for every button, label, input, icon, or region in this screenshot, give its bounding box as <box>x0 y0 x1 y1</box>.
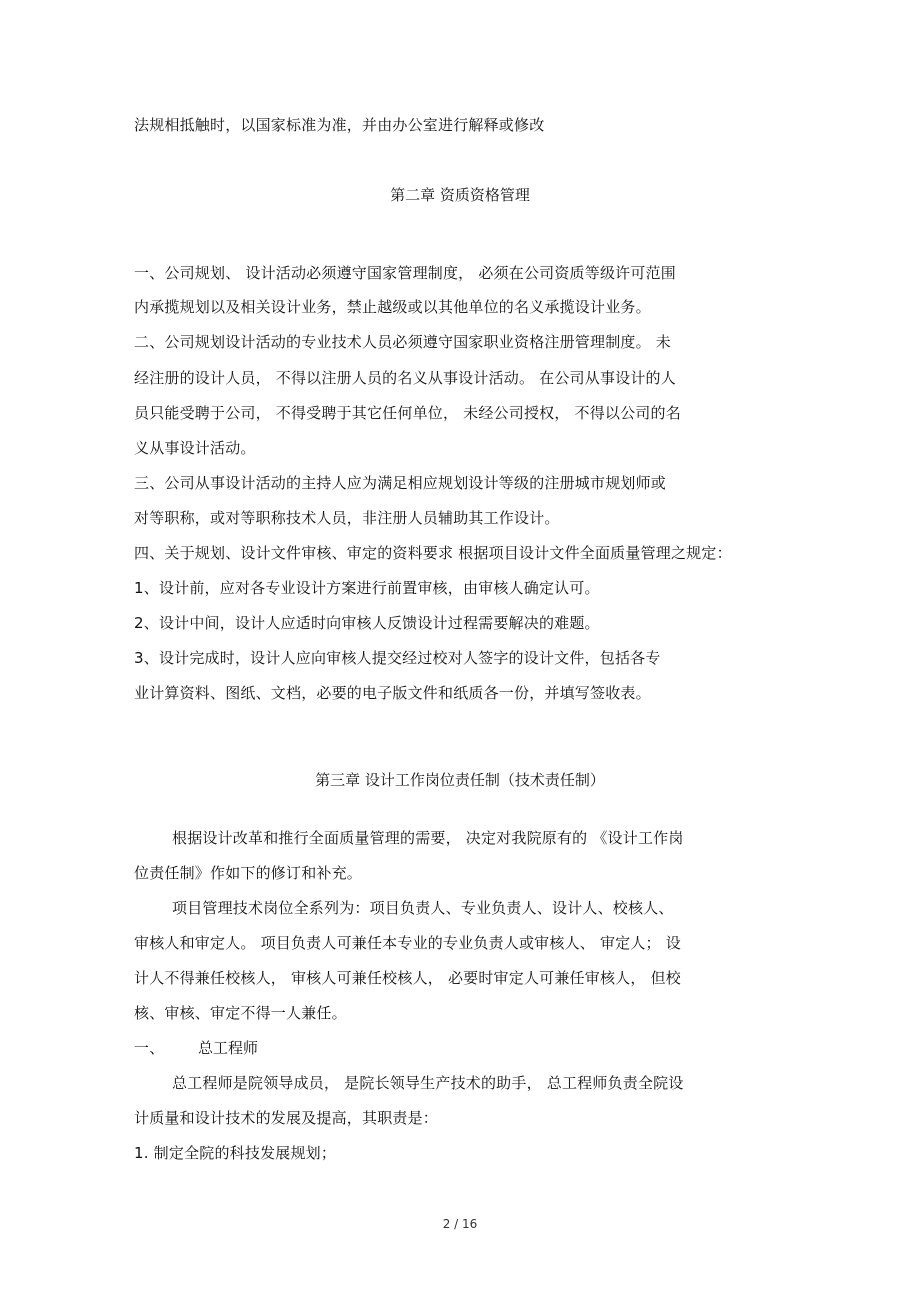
chapter3-paragraph-line: 总工程师是院领导成员， 是院长领导生产技术的助手， 总工程师负责全院设 <box>172 1074 684 1092</box>
chapter2-line: 四、关于规划、设计文件审核、审定的资料要求 根据项目设计文件全面质量管理之规定： <box>134 544 732 562</box>
section-title: 总工程师 <box>198 1039 259 1057</box>
chapter2-line: 经注册的设计人员， 不得以注册人员的名义从事设计活动。 在公司从事设计的人 <box>134 369 676 387</box>
chapter2-line: 二、公司规划设计活动的专业技术人员必须遵守国家职业资格注册管理制度。 未 <box>134 333 671 351</box>
intro-line: 法规相抵触时，以国家标准为准，并由办公室进行解释或修改 <box>134 116 545 134</box>
chapter2-line: 3、设计完成时，设计人应向审核人提交经过校对人签字的设计文件，包括各专 <box>134 649 661 667</box>
chapter3-paragraph-line: 位责任制》作如下的修订和补充。 <box>134 864 363 882</box>
chapter3-paragraph-line: 审核人和审定人。 项目负责人可兼任本专业的专业负责人或审核人、 审定人； 设 <box>134 934 681 952</box>
chapter3-paragraph-line: 计质量和设计技术的发展及提高，其职责是： <box>134 1109 439 1127</box>
chapter2-line: 业计算资料、图纸、文档，必要的电子版文件和纸质各一份，并填写签收表。 <box>134 684 651 702</box>
chapter3-paragraph-line: 根据设计改革和推行全面质量管理的需要， 决定对我院原有的 《设计工作岗 <box>172 829 684 847</box>
chapter2-line: 内承揽规划以及相关设计业务，禁止越级或以其他单位的名义承揽设计业务。 <box>134 298 651 316</box>
chapter3-paragraph-line: 计人不得兼任校核人， 审核人可兼任校核人， 必要时审定人可兼任审核人， 但校 <box>134 969 681 987</box>
chapter2-line: 义从事设计活动。 <box>134 439 256 457</box>
chapter2-line: 一、公司规划、 设计活动必须遵守国家管理制度， 必须在公司资质等级许可范围 <box>134 264 676 282</box>
chapter2-title: 第二章 资质资格管理 <box>390 186 530 204</box>
chapter2-line: 员只能受聘于公司， 不得受聘于其它任何单位， 未经公司授权， 不得以公司的名 <box>134 404 681 422</box>
list-item: 1. 制定全院的科技发展规划； <box>134 1144 337 1162</box>
chapter3-paragraph-line: 核、审核、审定不得一人兼任。 <box>134 1004 347 1022</box>
chapter2-line: 1、设计前，应对各专业设计方案进行前置审核，由审核人确定认可。 <box>134 579 600 597</box>
chapter2-line: 对等职称，或对等职称技术人员，非注册人员辅助其工作设计。 <box>134 509 560 527</box>
chapter2-line: 2、设计中间，设计人应适时向审核人反馈设计过程需要解决的难题。 <box>134 614 600 632</box>
section-number: 一、 <box>134 1039 165 1057</box>
chapter3-paragraph-line: 项目管理技术岗位全系列为：项目负责人、专业负责人、设计人、校核人、 <box>172 899 674 917</box>
page-number: 2 / 16 <box>442 1217 478 1231</box>
chapter2-line: 三、公司从事设计活动的主持人应为满足相应规划设计等级的注册城市规划师或 <box>134 474 667 492</box>
chapter3-title: 第三章 设计工作岗位责任制（技术责任制） <box>315 771 605 789</box>
